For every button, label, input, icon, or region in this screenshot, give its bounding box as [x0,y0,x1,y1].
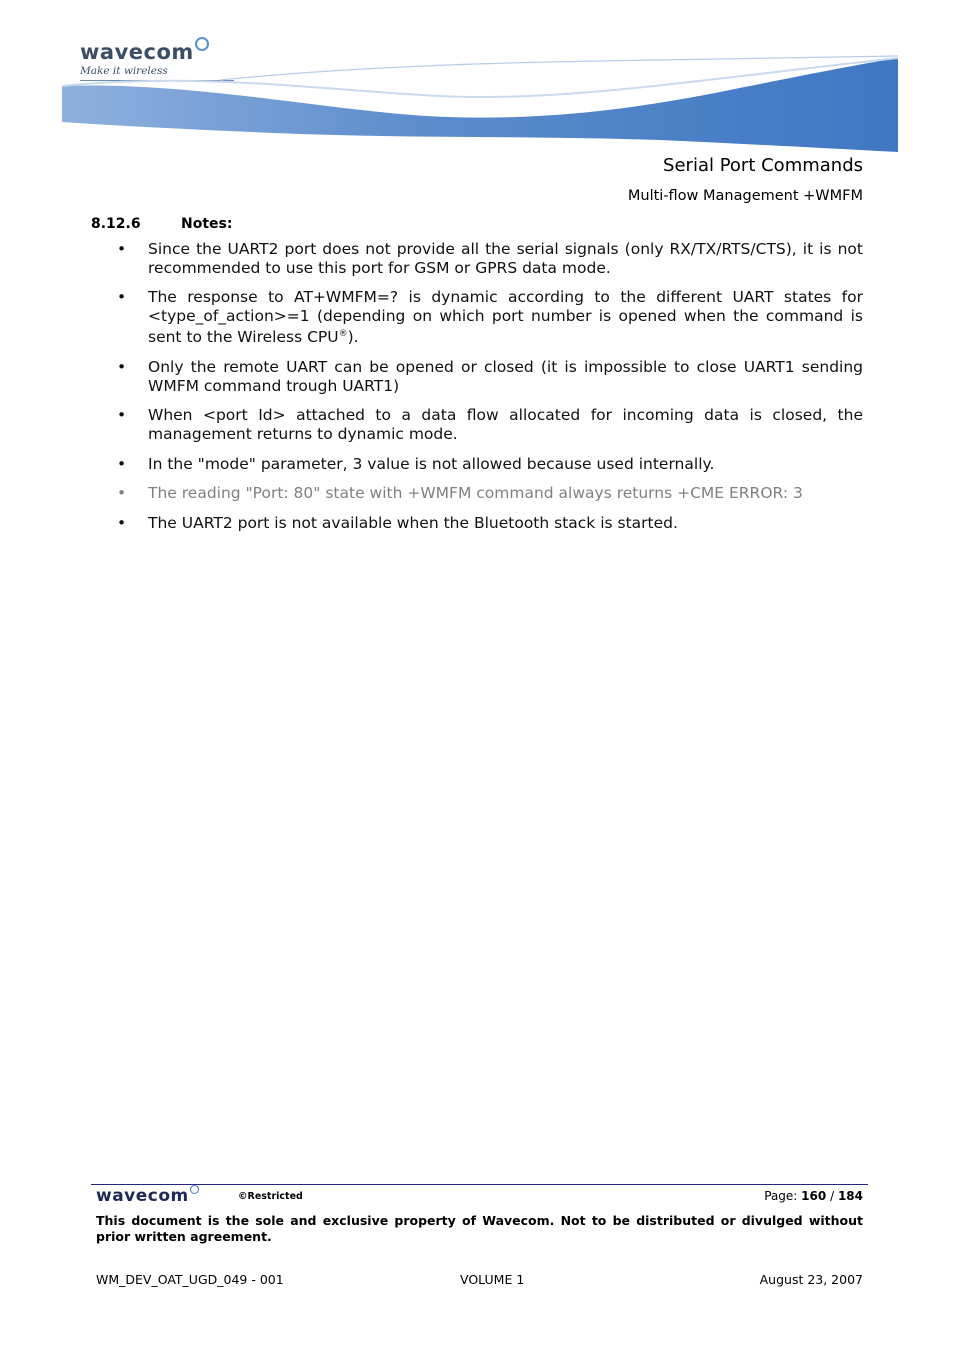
document-date: August 23, 2007 [759,1272,863,1287]
note-item: • The UART2 port is not available when the Bluetooth stack is started. [113,514,863,533]
page-number: Page: 160 / 184 [764,1189,863,1203]
logo-wordmark: wavecom [80,40,194,64]
note-item: • Since the UART2 port does not provide all the serial signals (only RX/TX/RTS/CTS), it is not recommended to use this port for GSM or GPRS data mode. [113,240,863,277]
document-id: WM_DEV_OAT_UGD_049 - 001 [96,1272,284,1287]
footer-logo: wavecom [96,1186,198,1206]
note-item: • The reading "Port: 80" state with +WMFM command always returns +CME ERROR: 3 [113,484,863,503]
page-header-subtitle: Multi-flow Management +WMFM [627,188,863,204]
note-item: • Only the remote UART can be opened or closed (it is impossible to close UART1 sending WMFM command trough UART1) [113,358,863,395]
section-heading [91,216,232,232]
notes-list [113,240,863,543]
volume-label: VOLUME 1 [460,1272,525,1287]
footer-divider [91,1184,868,1185]
page-header-title: Serial Port Commands [663,155,863,176]
header-banner [60,52,900,154]
note-item: • When <port Id> attached to a data flow allocated for incoming data is closed, the management returns to dynamic mode. [113,406,863,443]
restricted-label: ©Restricted [238,1191,303,1202]
logo-tagline: Make it wireless [80,65,234,81]
legal-notice: This document is the sole and exclusive property of Wavecom. Not to be distributed or divulged without prior written agreement. [96,1213,863,1244]
footer-logo-swirl-icon [190,1185,199,1194]
note-item: • In the "mode" parameter, 3 value is not allowed because used internally. [113,455,863,474]
section-title: Notes: [181,216,233,232]
logo-swirl-icon [195,37,209,51]
section-number: 8.12.6 [91,216,141,232]
note-item: • The response to AT+WMFM=? is dynamic according to the different UART states for <type_of_action>=1 (depending on which port number is opened when the command is sent to the Wireless CPU®). [113,288,863,347]
